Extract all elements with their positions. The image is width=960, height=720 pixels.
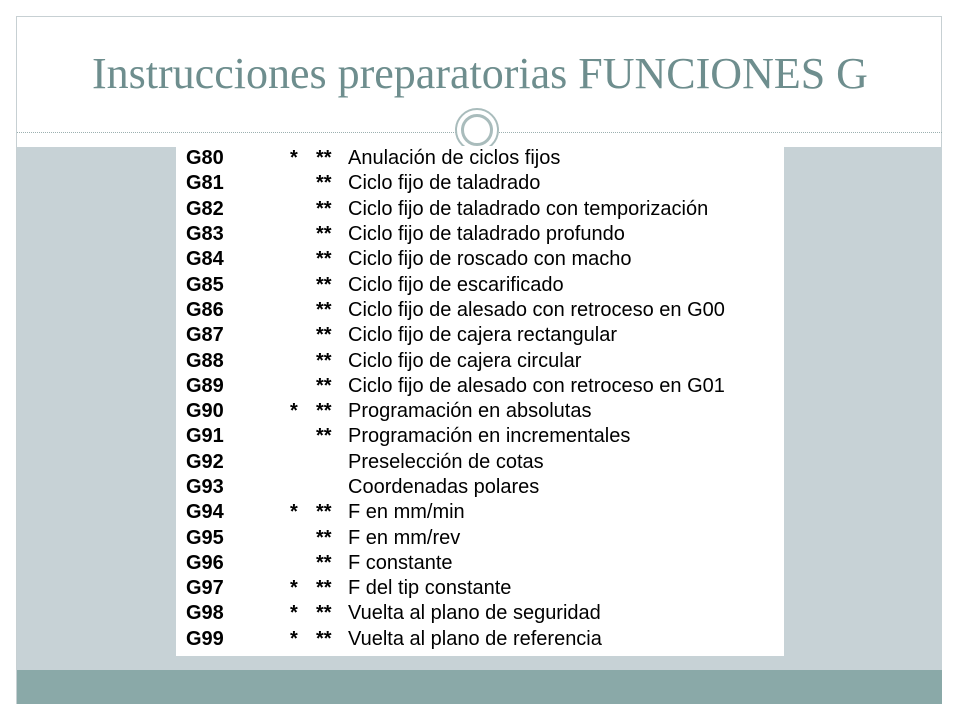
- description-cell: Ciclo fijo de cajera rectangular: [348, 324, 618, 347]
- table-row: [186, 576, 725, 601]
- description-cell: Vuelta al plano de seguridad: [348, 602, 601, 625]
- description-cell: Vuelta al plano de referencia: [348, 627, 602, 650]
- modal-marker-cell: *: [290, 627, 298, 650]
- g-code-cell: G87: [186, 324, 224, 347]
- g-code-cell: G97: [186, 577, 224, 600]
- footer-band: [17, 670, 942, 704]
- g-code-cell: G81: [186, 172, 224, 195]
- g-code-cell: G85: [186, 273, 224, 296]
- description-cell: Ciclo fijo de roscado con macho: [348, 248, 632, 271]
- default-marker-cell: **: [316, 273, 332, 296]
- description-cell: Programación en absolutas: [348, 400, 592, 423]
- modal-marker-cell: *: [290, 400, 298, 423]
- modal-marker-cell: [290, 424, 316, 449]
- default-marker-cell: **: [316, 602, 332, 625]
- table-row: [186, 601, 725, 626]
- table-row: [186, 399, 725, 424]
- default-marker-cell: **: [316, 501, 332, 524]
- modal-marker-cell: *: [290, 147, 298, 170]
- default-marker-cell: **: [316, 324, 332, 347]
- description-cell: Coordenadas polares: [348, 476, 540, 498]
- default-marker-cell: [316, 475, 348, 500]
- modal-marker-cell: [290, 171, 316, 196]
- modal-marker-cell: *: [290, 501, 298, 524]
- g-code-cell: G99: [186, 627, 224, 650]
- g-code-cell: G82: [186, 197, 224, 220]
- g-code-cell: G91: [186, 425, 224, 448]
- default-marker-cell: **: [316, 298, 332, 321]
- default-marker-cell: **: [316, 197, 332, 220]
- default-marker-cell: **: [316, 526, 332, 549]
- modal-marker-cell: [290, 475, 316, 500]
- table-row: [186, 374, 725, 399]
- modal-marker-cell: [290, 247, 316, 272]
- modal-marker-cell: [290, 298, 316, 323]
- default-marker-cell: **: [316, 551, 332, 574]
- description-cell: F constante: [348, 551, 453, 574]
- default-marker-cell: **: [316, 400, 332, 423]
- description-cell: Programación en incrementales: [348, 425, 631, 448]
- default-marker-cell: **: [316, 349, 332, 372]
- g-code-cell: G93: [186, 476, 224, 498]
- table-row: [186, 171, 725, 196]
- g-code-cell: G88: [186, 349, 224, 372]
- default-marker-cell: **: [316, 172, 332, 195]
- modal-marker-cell: [290, 197, 316, 222]
- table-row: [186, 450, 725, 475]
- g-code-table: [186, 146, 725, 652]
- table-row: [186, 500, 725, 525]
- modal-marker-cell: [290, 272, 316, 297]
- modal-marker-cell: [290, 222, 316, 247]
- default-marker-cell: **: [316, 147, 332, 170]
- modal-marker-cell: [290, 525, 316, 550]
- modal-marker-cell: [290, 374, 316, 399]
- table-row: [186, 627, 725, 652]
- default-marker-cell: **: [316, 425, 332, 448]
- description-cell: Ciclo fijo de taladrado profundo: [348, 223, 625, 246]
- table-row: [186, 348, 725, 373]
- table-row: [186, 525, 725, 550]
- default-marker-cell: **: [316, 223, 332, 246]
- table-row: [186, 197, 725, 222]
- table-row: [186, 272, 725, 297]
- modal-marker-cell: *: [290, 577, 298, 600]
- default-marker-cell: **: [316, 577, 332, 600]
- default-marker-cell: **: [316, 248, 332, 271]
- g-code-cell: G96: [186, 551, 224, 574]
- g-code-cell: G89: [186, 374, 224, 397]
- g-code-cell: G92: [186, 450, 224, 473]
- default-marker-cell: [316, 450, 348, 475]
- modal-marker-cell: [290, 348, 316, 373]
- table-row: [186, 424, 725, 449]
- description-cell: F del tip constante: [348, 577, 512, 600]
- description-cell: Ciclo fijo de cajera circular: [348, 349, 582, 372]
- table-row: [186, 247, 725, 272]
- description-cell: Ciclo fijo de taladrado con temporización: [348, 197, 709, 220]
- description-cell: F en mm/rev: [348, 526, 461, 549]
- g-code-table-panel: [176, 146, 784, 656]
- g-code-cell: G94: [186, 501, 224, 524]
- slide-title: Instrucciones preparatorias FUNCIONES G: [92, 49, 868, 98]
- description-cell: Ciclo fijo de escarificado: [348, 273, 564, 296]
- default-marker-cell: **: [316, 374, 332, 397]
- description-cell: F en mm/min: [348, 501, 465, 524]
- modal-marker-cell: *: [290, 602, 298, 625]
- modal-marker-cell: [290, 323, 316, 348]
- modal-marker-cell: [290, 551, 316, 576]
- g-code-cell: G98: [186, 602, 224, 625]
- description-cell: Ciclo fijo de taladrado: [348, 172, 541, 195]
- default-marker-cell: **: [316, 627, 332, 650]
- modal-marker-cell: [290, 450, 316, 475]
- description-cell: Ciclo fijo de alesado con retroceso en G01: [348, 374, 725, 397]
- table-row: [186, 475, 725, 500]
- g-code-cell: G90: [186, 400, 224, 423]
- description-cell: Anulación de ciclos fijos: [348, 147, 561, 170]
- g-code-cell: G95: [186, 526, 224, 549]
- g-code-cell: G86: [186, 298, 224, 321]
- table-row: [186, 551, 725, 576]
- table-row: [186, 146, 725, 171]
- table-row: [186, 323, 725, 348]
- g-code-cell: G83: [186, 223, 224, 246]
- table-row: [186, 222, 725, 247]
- description-cell: Preselección de cotas: [348, 450, 544, 473]
- description-cell: Ciclo fijo de alesado con retroceso en G00: [348, 298, 725, 321]
- g-code-cell: G84: [186, 248, 224, 271]
- g-code-cell: G80: [186, 147, 224, 170]
- table-row: [186, 298, 725, 323]
